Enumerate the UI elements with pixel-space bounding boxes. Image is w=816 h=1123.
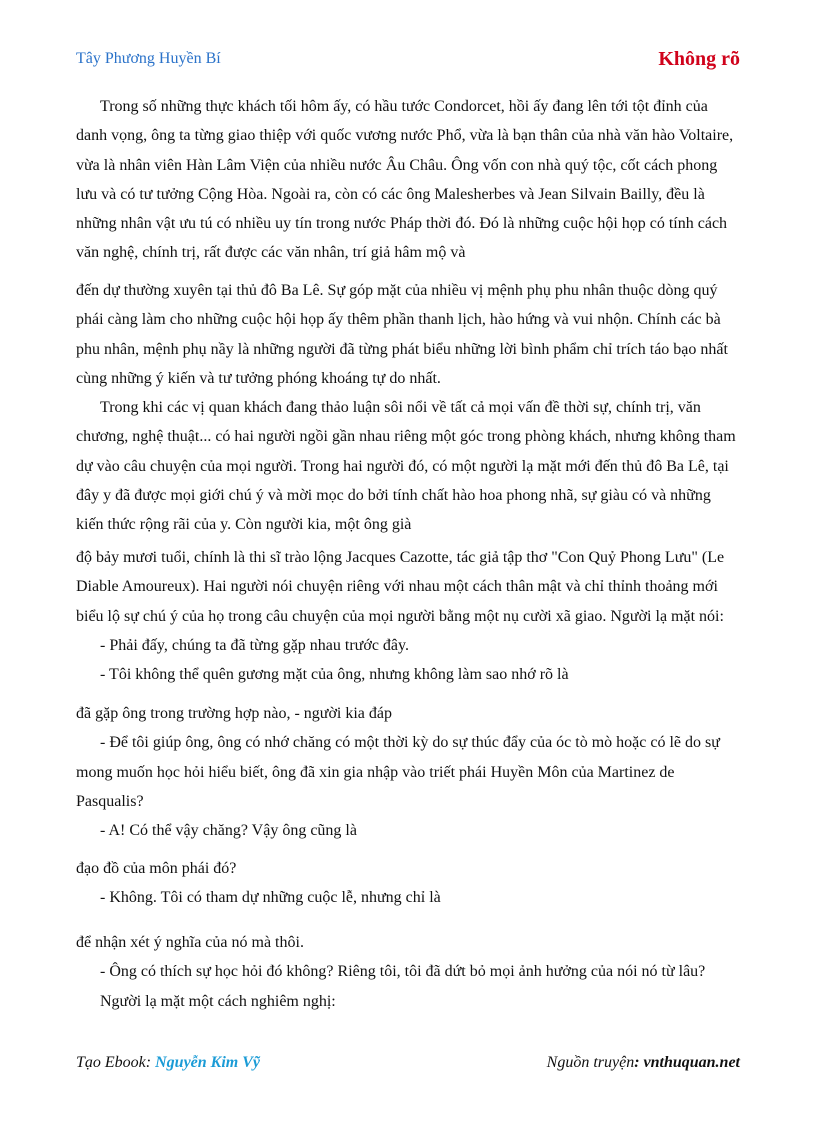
dialogue-line: - Để tôi giúp ông, ông có nhớ chăng có một thời kỳ do sự thúc đẩy của óc tò mò hoặc có lẽ do sự mong muốn học hỏi hiểu biết, ông đã xin gia nhập vào triết phái Huyền Môn của Martinez de Pasqualis? bbox=[76, 734, 720, 810]
paragraph: độ bảy mươi tuổi, chính là thi sĩ trào lộng Jacques Cazotte, tác giả tập thơ "Con Quỷ Phong Lưu" (Le Diable Amoureux). Hai người nói chuyện riêng với nhau một cách thân mật và chỉ thỉnh thoảng mới biểu lộ sự chú ý của họ trong câu chuyện của mọi người bằng một nụ cười xã giao. Người lạ mặt nói: bbox=[76, 549, 725, 625]
dialogue-line: - A! Có thể vậy chăng? Vậy ông cũng là bbox=[100, 822, 357, 840]
text-block bbox=[76, 699, 740, 845]
text-block bbox=[76, 92, 740, 268]
paragraph: đến dự thường xuyên tại thủ đô Ba Lê. Sự góp mặt của nhiều vị mệnh phụ phu nhân thuộc dòng quý phái càng làm cho những cuộc hội họp ấy thêm phần thanh lịch, hào hứng và vui nhộn. Chính các bà phu nhân, mệnh phụ nầy là những người đã từng phát biểu những lời bình phẩm chỉ trích táo bạo nhất cùng những ý kiến và tư tưởng phóng khoáng tự do nhất. bbox=[76, 282, 728, 387]
dialogue-line: - Ông có thích sự học hỏi đó không? Riêng tôi, tôi đã dứt bỏ mọi ảnh hưởng của nói nó từ lâu? bbox=[100, 963, 706, 981]
source-credit: Nguồn truyện: vnthuquan.net bbox=[546, 1054, 740, 1071]
text-block bbox=[76, 276, 740, 540]
page-footer bbox=[76, 1054, 740, 1076]
paragraph: Người lạ mặt một cách nghiêm nghị: bbox=[100, 992, 336, 1010]
book-title: Tây Phương Huyền Bí bbox=[76, 50, 221, 67]
source-site: vnthuquan.net bbox=[643, 1054, 740, 1071]
dialogue-line: - Tôi không thể quên gương mặt của ông, nhưng không làm sao nhớ rõ là bbox=[100, 666, 569, 684]
text-block bbox=[76, 928, 740, 1016]
paragraph: để nhận xét ý nghĩa của nó mà thôi. bbox=[76, 934, 304, 951]
source-label: Nguồn truyện bbox=[546, 1054, 635, 1071]
ebook-label: Tạo Ebook bbox=[76, 1054, 146, 1071]
paragraph: đạo đồ của môn phái đó? bbox=[76, 860, 237, 877]
dialogue-line: - Không. Tôi có tham dự những cuộc lễ, nhưng chỉ là bbox=[100, 889, 441, 907]
ebook-creator: Nguyễn Kim Vỹ bbox=[155, 1054, 260, 1071]
author-name: Không rõ bbox=[658, 48, 740, 70]
page-header bbox=[76, 48, 740, 76]
text-block bbox=[76, 854, 740, 913]
paragraph: Trong số những thực khách tối hôm ấy, có hầu tước Condorcet, hồi ấy đang lên tới tột đỉnh của danh vọng, ông ta từng giao thiệp với quốc vương nước Phổ, vừa là bạn thân của nhà văn hào Voltaire, vừa là nhân viên Hàn Lâm Viện của nhiều nước Âu Châu. Ông vốn con nhà quý tộc, cốt cách phong lưu và có tư tưởng Cộng Hòa. Ngoài ra, còn có các ông Malesherbes và Jean Silvain Bailly, đều là những nhân vật ưu tú có nhiều uy tín trong nước Pháp thời đó. Đó là những cuộc hội họp có tính cách văn nghệ, chính trị, rất được các văn nhân, trí giả hâm mộ và bbox=[76, 98, 734, 262]
text-block bbox=[76, 543, 740, 689]
paragraph: đã gặp ông trong trường hợp nào, - người kia đáp bbox=[76, 705, 392, 722]
paragraph: Trong khi các vị quan khách đang thảo luận sôi nổi về tất cả mọi vấn đề thời sự, chính trị, văn chương, nghệ thuật... có hai người ngồi gần nhau riêng một góc trong phòng khách, nhưng không tham dự vào câu chuyện của mọi người. Trong hai người đó, có một người lạ mặt mới đến thủ đô Ba Lê, tại đây y đã được mọi giới chú ý và mời mọc do bởi tính chất hào hoa phong nhã, sự giàu có và những kiến thức rộng rãi của y. Còn người kia, một ông già bbox=[76, 399, 736, 534]
dialogue-line: - Phải đấy, chúng ta đã từng gặp nhau trước đây. bbox=[100, 636, 409, 654]
ebook-credit: Tạo Ebook: Nguyễn Kim Vỹ bbox=[76, 1054, 260, 1071]
